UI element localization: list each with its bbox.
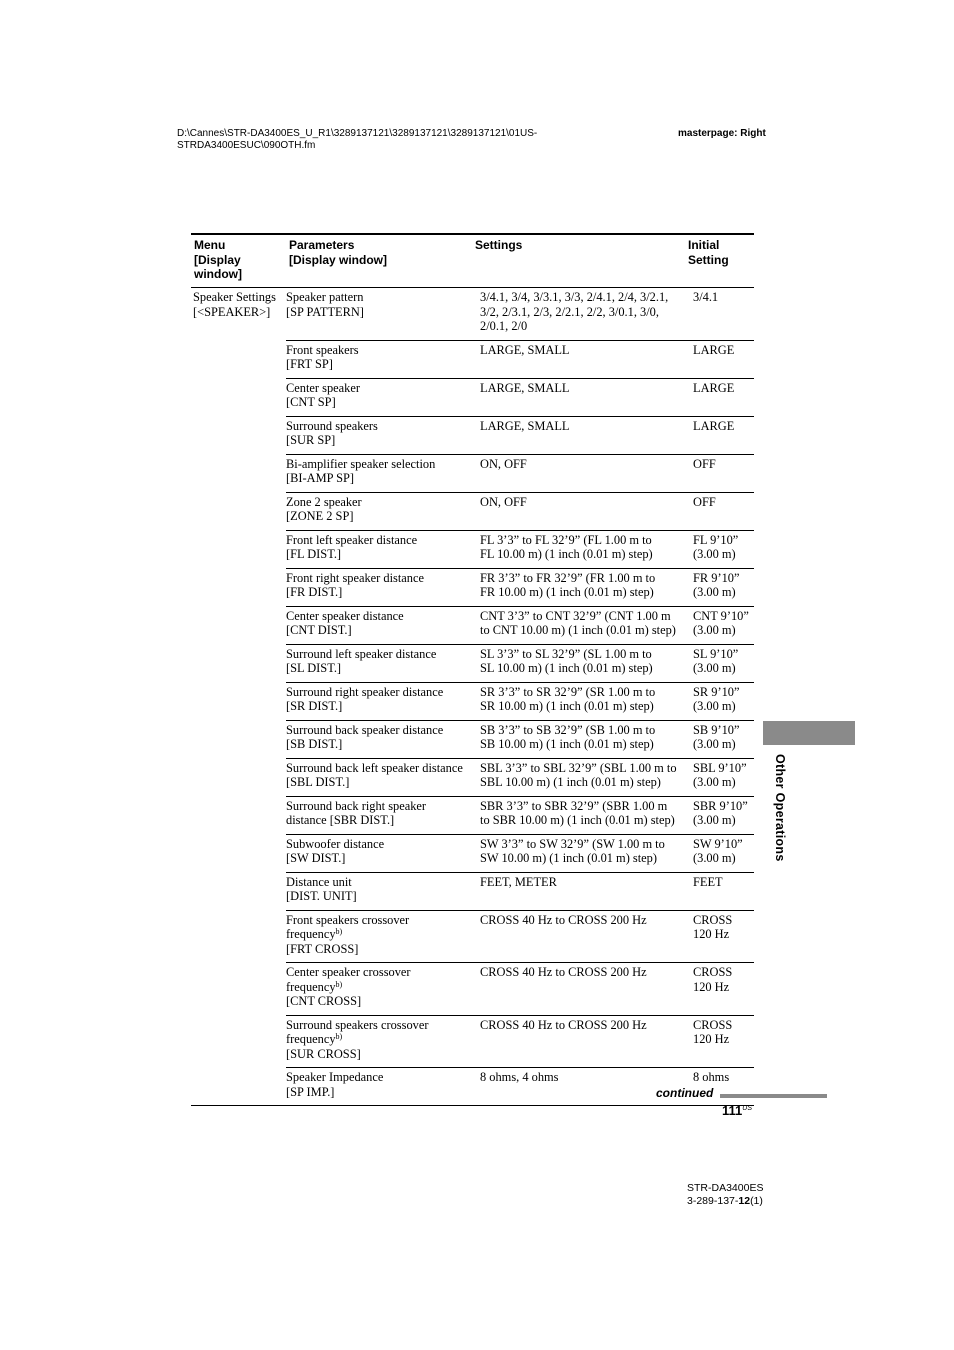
initial-setting-line: LARGE bbox=[693, 380, 735, 395]
initial-setting-cell bbox=[685, 288, 754, 341]
table-header-row bbox=[191, 234, 754, 288]
parameter-name-cont bbox=[286, 980, 470, 995]
settings-line: LARGE, SMALL bbox=[480, 380, 570, 395]
parameter-name-cont bbox=[286, 927, 470, 942]
initial-setting-cell bbox=[685, 1015, 754, 1068]
settings-line: SBL 10.00 m) (1 inch (0.01 m) step) bbox=[480, 775, 661, 789]
settings-line: LARGE, SMALL bbox=[480, 342, 570, 357]
parameter-name: Front speakers bbox=[286, 342, 359, 357]
settings-line: SW 10.00 m) (1 inch (0.01 m) step) bbox=[480, 851, 658, 865]
table-row bbox=[191, 720, 754, 758]
parameter-name: Front right speaker distance bbox=[286, 570, 424, 585]
menu-cell bbox=[191, 416, 286, 454]
parameter-cell bbox=[286, 288, 472, 341]
parameter-cell bbox=[286, 1068, 472, 1106]
menu-cell bbox=[191, 872, 286, 910]
settings-line: SB 10.00 m) (1 inch (0.01 m) step) bbox=[480, 737, 654, 751]
initial-setting-cell bbox=[685, 644, 754, 682]
table-row bbox=[191, 378, 754, 416]
parameter-cell bbox=[286, 568, 472, 606]
header-menu-line-3: window] bbox=[194, 267, 242, 281]
settings-cell bbox=[472, 963, 685, 1016]
footer-code bbox=[687, 1182, 763, 1207]
display-window-label: [FL DIST.] bbox=[286, 547, 342, 561]
menu-cell bbox=[191, 834, 286, 872]
parameter-name: Zone 2 speaker bbox=[286, 494, 362, 509]
initial-setting-line: CNT 9’10” bbox=[693, 608, 749, 623]
initial-setting-line: OFF bbox=[693, 494, 716, 509]
initial-setting-line: FR 9’10” bbox=[693, 570, 740, 585]
parameter-name: Distance unit bbox=[286, 874, 352, 889]
file-path-line-2: STRDA3400ESUC\090OTH.fm bbox=[177, 140, 316, 151]
settings-line: SW 3’3” to SW 32’9” (SW 1.00 m to bbox=[480, 836, 665, 851]
settings-line: to CNT 10.00 m) (1 inch (0.01 m) step) bbox=[480, 623, 676, 637]
initial-setting-line: (3.00 m) bbox=[693, 775, 736, 789]
initial-setting-line: 8 ohms bbox=[693, 1070, 730, 1084]
table-row bbox=[191, 644, 754, 682]
initial-setting-line: FL 9’10” bbox=[693, 532, 739, 547]
parameter-name: Speaker Impedance bbox=[286, 1070, 384, 1084]
footnote-ref: b) bbox=[335, 1032, 343, 1041]
parameter-cell bbox=[286, 910, 472, 963]
settings-line: CROSS 40 Hz to CROSS 200 Hz bbox=[480, 1017, 647, 1032]
parameter-cell bbox=[286, 758, 472, 796]
table-row bbox=[191, 288, 754, 341]
header-initial-line-2: Setting bbox=[688, 252, 729, 267]
settings-line: SL 3’3” to SL 32’9” (SL 1.00 m to bbox=[480, 646, 652, 661]
section-tab-label: Other Operations bbox=[773, 754, 787, 862]
display-window-label: [SL DIST.] bbox=[286, 661, 342, 675]
menu-line-1: Speaker Settings bbox=[193, 290, 276, 304]
parameter-name: Surround right speaker distance bbox=[286, 684, 444, 699]
parameter-name: Center speaker crossover bbox=[286, 965, 411, 979]
initial-setting-cell bbox=[685, 492, 754, 530]
initial-setting-cell bbox=[685, 910, 754, 963]
file-path-header bbox=[177, 128, 617, 152]
initial-setting-cell bbox=[685, 758, 754, 796]
initial-setting-cell bbox=[685, 834, 754, 872]
parameter-cell bbox=[286, 416, 472, 454]
page-number-suffix: US bbox=[742, 1105, 752, 1112]
menu-cell bbox=[191, 530, 286, 568]
settings-cell bbox=[472, 416, 685, 454]
menu-cell bbox=[191, 910, 286, 963]
settings-cell bbox=[472, 720, 685, 758]
display-window-label: [CNT SP] bbox=[286, 395, 336, 409]
initial-setting-line: LARGE bbox=[693, 342, 735, 357]
settings-line: SBL 3’3” to SBL 32’9” (SBL 1.00 m to bbox=[480, 760, 677, 775]
settings-cell bbox=[472, 492, 685, 530]
parameter-name: Surround back speaker distance bbox=[286, 722, 444, 737]
table-row bbox=[191, 530, 754, 568]
menu-cell bbox=[191, 963, 286, 1016]
settings-line: CROSS 40 Hz to CROSS 200 Hz bbox=[480, 912, 647, 927]
settings-cell bbox=[472, 834, 685, 872]
parameter-cell bbox=[286, 872, 472, 910]
parameter-name: Front speakers crossover bbox=[286, 912, 410, 927]
display-window-label: [SBL DIST.] bbox=[286, 775, 350, 789]
settings-line: SL 10.00 m) (1 inch (0.01 m) step) bbox=[480, 661, 653, 675]
footer-code-suffix: (1) bbox=[750, 1194, 763, 1207]
initial-setting-line: SR 9’10” bbox=[693, 684, 740, 699]
initial-setting-line: SBR 9’10” bbox=[693, 798, 748, 813]
header-settings: Settings bbox=[472, 234, 685, 288]
initial-setting-cell bbox=[685, 416, 754, 454]
menu-line-2: [<SPEAKER>] bbox=[193, 304, 271, 319]
continued-rule bbox=[720, 1094, 827, 1098]
initial-setting-line: (3.00 m) bbox=[693, 623, 736, 637]
footer-part-number bbox=[687, 1195, 763, 1208]
parameter-cell bbox=[286, 720, 472, 758]
parameter-cell bbox=[286, 340, 472, 378]
display-window-label: [SUR CROSS] bbox=[286, 1046, 361, 1061]
initial-setting-cell bbox=[685, 454, 754, 492]
header-parameters-line-1: Parameters bbox=[289, 238, 355, 252]
initial-setting-cell bbox=[685, 872, 754, 910]
parameter-name: Surround back left speaker distance bbox=[286, 760, 463, 775]
page-number-value: 111 bbox=[722, 1103, 743, 1118]
menu-cell bbox=[191, 682, 286, 720]
footer-code-bold: 12 bbox=[738, 1194, 751, 1207]
parameter-cell bbox=[286, 796, 472, 834]
menu-cell bbox=[191, 720, 286, 758]
display-window-label: [DIST. UNIT] bbox=[286, 889, 357, 903]
footnote-ref: b) bbox=[335, 979, 343, 989]
menu-cell bbox=[191, 796, 286, 834]
masterpage-label: masterpage: Right bbox=[678, 128, 766, 139]
table-row bbox=[191, 758, 754, 796]
initial-setting-line: CROSS bbox=[693, 912, 733, 927]
initial-setting-line: (3.00 m) bbox=[693, 585, 736, 599]
initial-setting-line: CROSS bbox=[693, 1017, 733, 1032]
settings-line: 8 ohms, 4 ohms bbox=[480, 1070, 559, 1084]
parameter-name: Bi-amplifier speaker selection bbox=[286, 456, 436, 471]
parameter-word: frequency bbox=[286, 979, 336, 994]
parameter-name: Center speaker distance bbox=[286, 608, 404, 623]
settings-cell bbox=[472, 1015, 685, 1068]
parameter-word: frequency bbox=[286, 1032, 336, 1046]
footer-code-prefix: 3-289-137- bbox=[687, 1194, 739, 1207]
settings-line: FL 3’3” to FL 32’9” (FL 1.00 m to bbox=[480, 532, 652, 547]
settings-line: CNT 3’3” to CNT 32’9” (CNT 1.00 m bbox=[480, 608, 671, 623]
parameter-name: Surround speakers bbox=[286, 418, 378, 433]
settings-line: SBR 3’3” to SBR 32’9” (SBR 1.00 m bbox=[480, 798, 668, 813]
menu-cell bbox=[191, 492, 286, 530]
header-initial-line-1: Initial bbox=[688, 238, 720, 252]
table-row bbox=[191, 416, 754, 454]
initial-setting-line: (3.00 m) bbox=[693, 661, 736, 675]
initial-setting-line: (3.00 m) bbox=[693, 547, 736, 561]
settings-line: to SBR 10.00 m) (1 inch (0.01 m) step) bbox=[480, 813, 675, 827]
table-row bbox=[191, 606, 754, 644]
settings-cell bbox=[472, 682, 685, 720]
table-row bbox=[191, 963, 754, 1016]
initial-setting-cell bbox=[685, 340, 754, 378]
initial-setting-cell bbox=[685, 720, 754, 758]
menu-cell bbox=[191, 644, 286, 682]
initial-setting-line: SB 9’10” bbox=[693, 722, 740, 737]
display-window-label: [SW DIST.] bbox=[286, 851, 346, 865]
parameter-cell bbox=[286, 834, 472, 872]
menu-cell bbox=[191, 1015, 286, 1068]
speaker-settings-table bbox=[191, 233, 754, 1106]
parameter-cell bbox=[286, 378, 472, 416]
initial-setting-line: SL 9’10” bbox=[693, 646, 739, 661]
initial-setting-line: LARGE bbox=[693, 418, 735, 433]
display-window-label: [SUR SP] bbox=[286, 433, 336, 447]
parameter-name: Surround left speaker distance bbox=[286, 646, 437, 661]
footnote-ref: b) bbox=[335, 927, 343, 936]
settings-cell bbox=[472, 288, 685, 341]
header-menu-line-2: [Display bbox=[194, 252, 241, 267]
settings-line: SR 10.00 m) (1 inch (0.01 m) step) bbox=[480, 699, 654, 713]
parameter-name: Front left speaker distance bbox=[286, 532, 418, 547]
initial-setting-line: OFF bbox=[693, 456, 716, 471]
initial-setting-line: (3.00 m) bbox=[693, 737, 736, 751]
initial-setting-line: 3/4.1 bbox=[693, 290, 719, 304]
settings-cell bbox=[472, 606, 685, 644]
header-menu bbox=[191, 234, 286, 288]
settings-line: SR 3’3” to SR 32’9” (SR 1.00 m to bbox=[480, 684, 656, 699]
settings-line: FR 10.00 m) (1 inch (0.01 m) step) bbox=[480, 585, 654, 599]
settings-line: FEET, METER bbox=[480, 874, 557, 889]
table-row bbox=[191, 834, 754, 872]
settings-cell bbox=[472, 1068, 685, 1106]
table-row bbox=[191, 340, 754, 378]
display-window-label: [FR DIST.] bbox=[286, 585, 343, 599]
settings-cell bbox=[472, 530, 685, 568]
initial-setting-line: SW 9’10” bbox=[693, 836, 743, 851]
parameter-name: Speaker pattern bbox=[286, 290, 364, 304]
settings-line: 2/0.1, 2/0 bbox=[480, 319, 528, 333]
parameter-name: Subwoofer distance bbox=[286, 836, 385, 851]
parameter-cell bbox=[286, 682, 472, 720]
parameter-word: frequency bbox=[286, 927, 336, 941]
parameter-cell bbox=[286, 606, 472, 644]
settings-line: ON, OFF bbox=[480, 494, 527, 509]
display-window-label: [BI-AMP SP] bbox=[286, 471, 355, 485]
initial-setting-line: CROSS bbox=[693, 965, 733, 979]
display-window-label: [FRT CROSS] bbox=[286, 941, 359, 956]
settings-line: ON, OFF bbox=[480, 456, 527, 471]
settings-cell bbox=[472, 644, 685, 682]
parameter-cell bbox=[286, 530, 472, 568]
header-menu-line-1: Menu bbox=[194, 238, 226, 252]
menu-cell bbox=[191, 340, 286, 378]
table-row bbox=[191, 454, 754, 492]
parameter-cell bbox=[286, 492, 472, 530]
display-window-label: [SR DIST.] bbox=[286, 699, 343, 713]
table-row bbox=[191, 682, 754, 720]
settings-line: LARGE, SMALL bbox=[480, 418, 570, 433]
display-window-label: [SP IMP.] bbox=[286, 1084, 335, 1099]
initial-setting-line: (3.00 m) bbox=[693, 813, 736, 827]
initial-setting-cell bbox=[685, 568, 754, 606]
initial-setting-line: (3.00 m) bbox=[693, 699, 736, 713]
settings-line: 3/4.1, 3/4, 3/3.1, 3/3, 2/4.1, 2/4, 3/2.1, bbox=[480, 290, 669, 304]
initial-setting-cell bbox=[685, 963, 754, 1016]
display-window-label: [SB DIST.] bbox=[286, 737, 343, 751]
settings-cell bbox=[472, 910, 685, 963]
footer-model: STR-DA3400ES bbox=[687, 1182, 764, 1194]
display-window-label: [SP PATTERN] bbox=[286, 304, 364, 319]
settings-cell bbox=[472, 568, 685, 606]
menu-cell bbox=[191, 454, 286, 492]
menu-cell bbox=[191, 758, 286, 796]
initial-setting-cell bbox=[685, 796, 754, 834]
menu-cell bbox=[191, 568, 286, 606]
settings-line: FL 10.00 m) (1 inch (0.01 m) step) bbox=[480, 547, 653, 561]
settings-cell bbox=[472, 758, 685, 796]
parameter-name: Surround back right speaker bbox=[286, 798, 427, 813]
settings-cell bbox=[472, 340, 685, 378]
display-window-label: [FRT SP] bbox=[286, 357, 333, 371]
display-window-label: distance [SBR DIST.] bbox=[286, 813, 395, 827]
table-row bbox=[191, 492, 754, 530]
header-parameters-line-2: [Display window] bbox=[289, 252, 388, 267]
menu-cell bbox=[191, 288, 286, 341]
parameter-cell bbox=[286, 454, 472, 492]
menu-cell bbox=[191, 606, 286, 644]
settings-line: 3/2, 2/3.1, 2/3, 2/2.1, 2/2, 3/0.1, 3/0, bbox=[480, 304, 659, 319]
settings-cell bbox=[472, 378, 685, 416]
page-number bbox=[722, 1103, 752, 1118]
initial-setting-line: 120 Hz bbox=[693, 1032, 730, 1046]
initial-setting-line: FEET bbox=[693, 874, 723, 889]
table-row bbox=[191, 568, 754, 606]
display-window-label: [CNT DIST.] bbox=[286, 623, 352, 637]
display-window-label: [CNT CROSS] bbox=[286, 994, 362, 1008]
table-row bbox=[191, 910, 754, 963]
settings-line: CROSS 40 Hz to CROSS 200 Hz bbox=[480, 965, 647, 979]
initial-setting-cell bbox=[685, 530, 754, 568]
settings-line: FR 3’3” to FR 32’9” (FR 1.00 m to bbox=[480, 570, 656, 585]
parameter-cell bbox=[286, 963, 472, 1016]
parameter-cell bbox=[286, 644, 472, 682]
parameter-name: Center speaker bbox=[286, 380, 360, 395]
continued-label: continued bbox=[656, 1086, 714, 1100]
initial-setting-cell bbox=[685, 378, 754, 416]
initial-setting-line: SBL 9’10” bbox=[693, 760, 747, 775]
section-tab-marker bbox=[763, 721, 855, 745]
parameter-cell bbox=[286, 1015, 472, 1068]
initial-setting-line: 120 Hz bbox=[693, 927, 730, 941]
menu-cell bbox=[191, 1068, 286, 1106]
parameter-name: Surround speakers crossover bbox=[286, 1017, 429, 1032]
menu-cell bbox=[191, 378, 286, 416]
table-row bbox=[191, 872, 754, 910]
settings-cell bbox=[472, 872, 685, 910]
settings-cell bbox=[472, 454, 685, 492]
settings-line: SB 3’3” to SB 32’9” (SB 1.00 m to bbox=[480, 722, 656, 737]
table-row bbox=[191, 1015, 754, 1068]
display-window-label: [ZONE 2 SP] bbox=[286, 509, 354, 523]
header-parameters bbox=[286, 234, 472, 288]
settings-cell bbox=[472, 796, 685, 834]
parameter-name-cont bbox=[286, 1032, 470, 1047]
initial-setting-cell bbox=[685, 606, 754, 644]
table-row bbox=[191, 796, 754, 834]
initial-setting-cell bbox=[685, 682, 754, 720]
initial-setting-line: 120 Hz bbox=[693, 979, 730, 994]
header-initial-setting bbox=[685, 234, 754, 288]
initial-setting-line: (3.00 m) bbox=[693, 851, 736, 865]
file-path-line-1: D:\Cannes\STR-DA3400ES_U_R1\3289137121\3289137121\3289137121\01US- bbox=[177, 128, 538, 139]
